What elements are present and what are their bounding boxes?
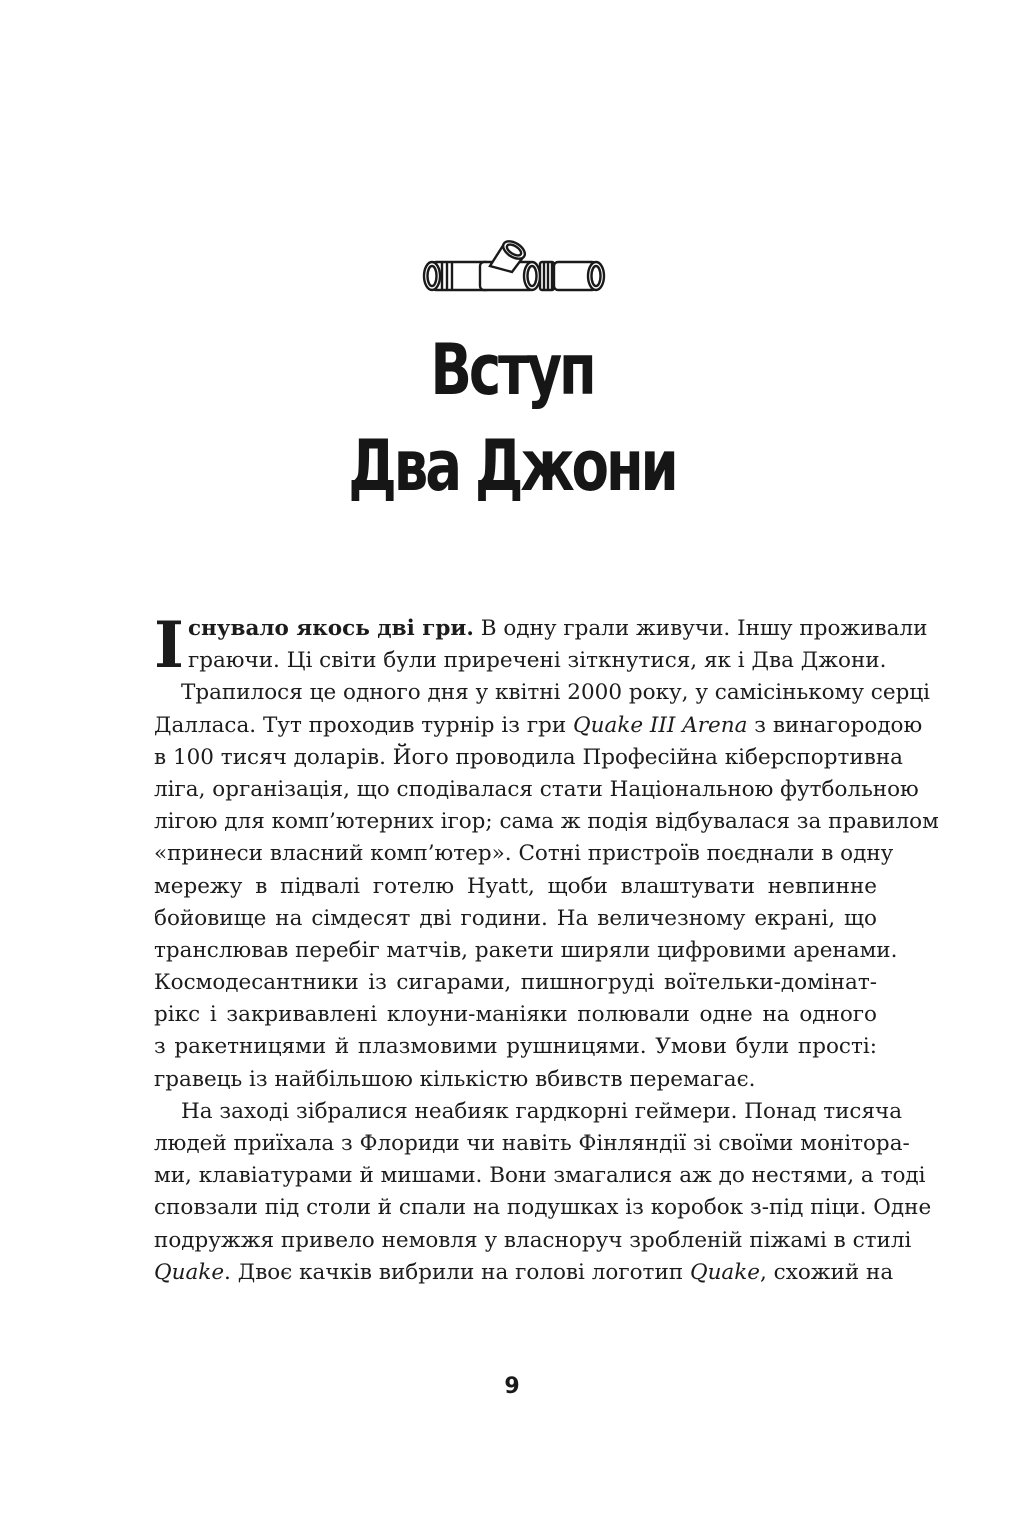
pipe-joints-icon [420, 228, 610, 300]
text-line: граючи. Ці світи були приречені зіткнутися, як і Два Джони. [187, 648, 887, 674]
text-fragment: з винагородою [747, 712, 923, 738]
text-line: бойовище на сімдесят дві години. На величезному екрані, що [154, 905, 877, 931]
text-line: людей приїхала з Флориди чи навіть Фінляндії зі своїми монітора- [154, 1131, 910, 1156]
text-line [154, 1257, 894, 1289]
text-fragment: В одну грали живучи. Іншу проживали [473, 616, 928, 641]
text-line: Космодесантники із сигарами, пишногруді воїтельки-домінат- [154, 970, 877, 996]
game-title-italic: Quake [689, 1259, 760, 1285]
text-fragment: . Двоє качків вибрили на голові логотип [224, 1259, 690, 1285]
text-line [154, 613, 928, 645]
text-line: подружжя привело немовля у власноруч зробленій піжамі в стилі [154, 1227, 912, 1253]
text-line: ліга, організація, що сподівалася стати Національною футбольною [154, 776, 919, 802]
text-line: з ракетницями й плазмовими рушницями. Умови були прості: [154, 1034, 877, 1060]
text-line: мережу в підвалі готелю Hyatt, щоби влаштувати невпинне [154, 873, 877, 899]
text-fragment: Далласа. Тут проходив турнір із гри [154, 712, 574, 738]
lead-in-bold: снувало якось дві гри. [187, 616, 474, 641]
text-line [154, 710, 923, 742]
text-line: На заході зібралися неабияк гардкорні геймери. Понад тисяча [181, 1098, 903, 1124]
game-title-italic: Quake III Arena [573, 712, 748, 738]
text-line: «принеси власний комп’ютер». Сотні пристроїв поєднали в одну [154, 841, 894, 867]
text-line: транслював перебіг матчів, ракети ширяли цифровими аренами. [154, 937, 898, 963]
page-number: 9 [504, 1374, 520, 1399]
drop-cap: І [154, 608, 184, 683]
text-line: Трапилося це одного дня у квітні 2000 року, у самісінькому серці [181, 680, 931, 706]
chapter-title-line-2: Два Джони [348, 425, 676, 507]
chapter-title-line-1: Вступ [430, 329, 594, 411]
game-title-italic: Quake [154, 1259, 225, 1285]
text-line: сповзали під столи й спали на подушках із коробок з-під піци. Одне [154, 1195, 932, 1221]
text-line: ми, клавіатурами й мишами. Вони змагалися аж до нестями, а тоді [154, 1163, 926, 1189]
text-line: в 100 тисяч доларів. Його проводила Професійна кіберспортивна [154, 744, 903, 770]
text-line: рікс і закривавлені клоуни-маніяки полювали одне на одного [154, 1002, 877, 1028]
text-line: лігою для комп’ютерних ігор; сама ж подія відбувалася за правилом [154, 809, 939, 835]
text-fragment: , схожий на [760, 1259, 894, 1285]
body-text [154, 608, 939, 1289]
text-line: гравець із найбільшою кількістю вбивств перемагає. [154, 1066, 756, 1092]
chapter-title [113, 322, 912, 514]
